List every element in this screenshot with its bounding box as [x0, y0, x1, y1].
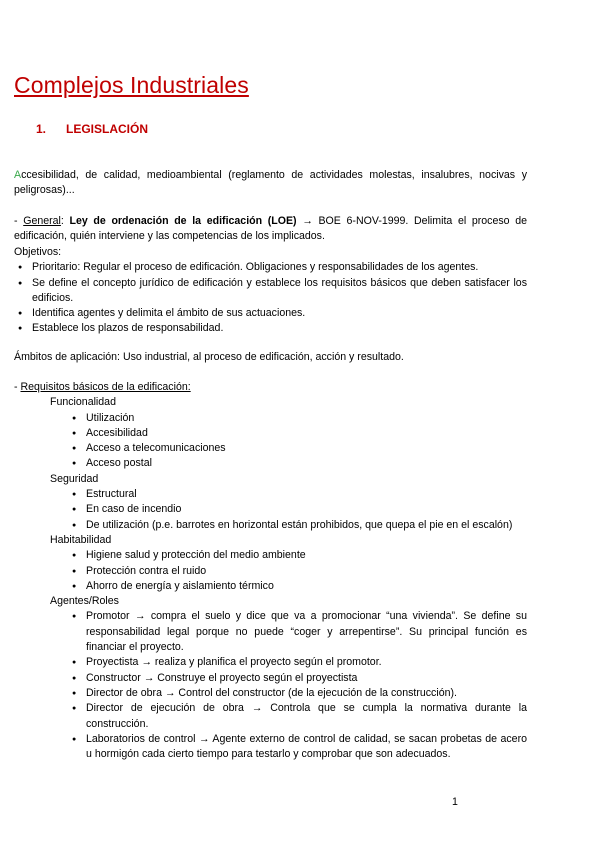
agentes-list — [68, 609, 527, 762]
section-label: LEGISLACIÓN — [66, 122, 149, 136]
list-item: ● Proyectista → realiza y planifica el proyecto según el promotor. — [68, 655, 527, 670]
list-item: ● De utilización (p.e. barrotes en horizontal están prohibidos, que quepa el pie en el escalón) — [68, 518, 527, 533]
general-prefix: - — [14, 215, 24, 227]
general-text: → BOE 6-NOV-1999. Delimita el proceso de edificación, quién interviene y las competencias de los implicados. — [14, 215, 527, 243]
group-title-habitabilidad: Habitabilidad — [50, 533, 112, 546]
section-heading — [36, 122, 148, 136]
list-item: ● Identifica agentes y delimita el ámbito de sus actuaciones. — [14, 306, 527, 321]
list-item: ● Protección contra el ruido — [68, 564, 527, 579]
group-title-seguridad: Seguridad — [50, 472, 99, 485]
list-item: ● Acceso postal — [68, 456, 527, 471]
general-paragraph — [14, 214, 527, 245]
list-item: ● Constructor → Construye el proyecto según el proyectista — [68, 671, 527, 686]
list-item: ● Laboratorios de control → Agente externo de control de calidad, se sacan probetas de acero u hormigón cada cierto tiempo para testarlo y comprobar que son adecuados. — [68, 732, 527, 763]
list-item: ● Promotor → compra el suelo y dice que va a promocionar “una vivienda”. Se define su responsabilidad legal porque no puede “coger y arrepentirse”. Su principal función es financiar el proyecto. — [68, 609, 527, 655]
requisitos-groups — [14, 395, 527, 762]
group-title-funcionalidad: Funcionalidad — [50, 396, 116, 409]
group-title-agentes: Agentes/Roles — [50, 595, 119, 608]
list-item: ● Director de ejecución de obra → Controla que se cumpla la normativa durante la construcción. — [68, 701, 527, 732]
section-number: 1. — [36, 122, 47, 136]
list-item: ● Utilización — [68, 411, 527, 426]
list-item: ● Accesibilidad — [68, 426, 527, 441]
funcionalidad-list — [68, 411, 527, 472]
list-item: ● Higiene salud y protección del medio ambiente — [68, 548, 527, 563]
intro-paragraph — [14, 168, 527, 199]
general-label: General — [23, 215, 61, 227]
requisitos-label: Requisitos básicos de la edificación: — [20, 381, 191, 393]
objetivos-label: Objetivos: — [14, 246, 62, 258]
intro-first-letter: A — [14, 169, 22, 181]
list-item: ● Establece los plazos de responsabilidad. — [14, 321, 527, 336]
intro-text: ccesibilidad, de calidad, medioambiental (reglamento de actividades molestas, insalubres, nocivas y peligrosas)... — [14, 169, 527, 197]
requisitos-section — [14, 380, 527, 762]
page-number: 1 — [452, 796, 458, 808]
ambitos-paragraph: Ámbitos de aplicación: Uso industrial, al proceso de edificación, acción y resultado. — [14, 351, 404, 363]
list-item: ● Acceso a telecomunicaciones — [68, 441, 527, 456]
requisitos-heading — [14, 380, 527, 395]
objetivos-list — [14, 260, 527, 336]
list-item: ● Ahorro de energía y aislamiento térmico — [68, 579, 527, 594]
habitabilidad-list — [68, 548, 527, 594]
list-item: ● En caso de incendio — [68, 502, 527, 517]
list-item: ● Prioritario: Regular el proceso de edificación. Obligaciones y responsabilidades de los agentes. — [14, 260, 527, 275]
list-item: ● Estructural — [68, 487, 527, 502]
seguridad-list — [68, 487, 527, 533]
objetivos-section — [14, 245, 527, 337]
list-item: ● Se define el concepto jurídico de edificación y establece los requisitos básicos que deben satisfacer los edificios. — [14, 276, 527, 307]
list-item: ● Director de obra → Control del constructor (de la ejecución de la construcción). — [68, 686, 527, 701]
general-colon: : — [60, 215, 70, 227]
law-name: Ley de ordenación de la edificación (LOE) — [69, 215, 297, 227]
requisitos-prefix: - — [14, 381, 21, 393]
page-title: Complejos Industriales — [14, 72, 249, 98]
